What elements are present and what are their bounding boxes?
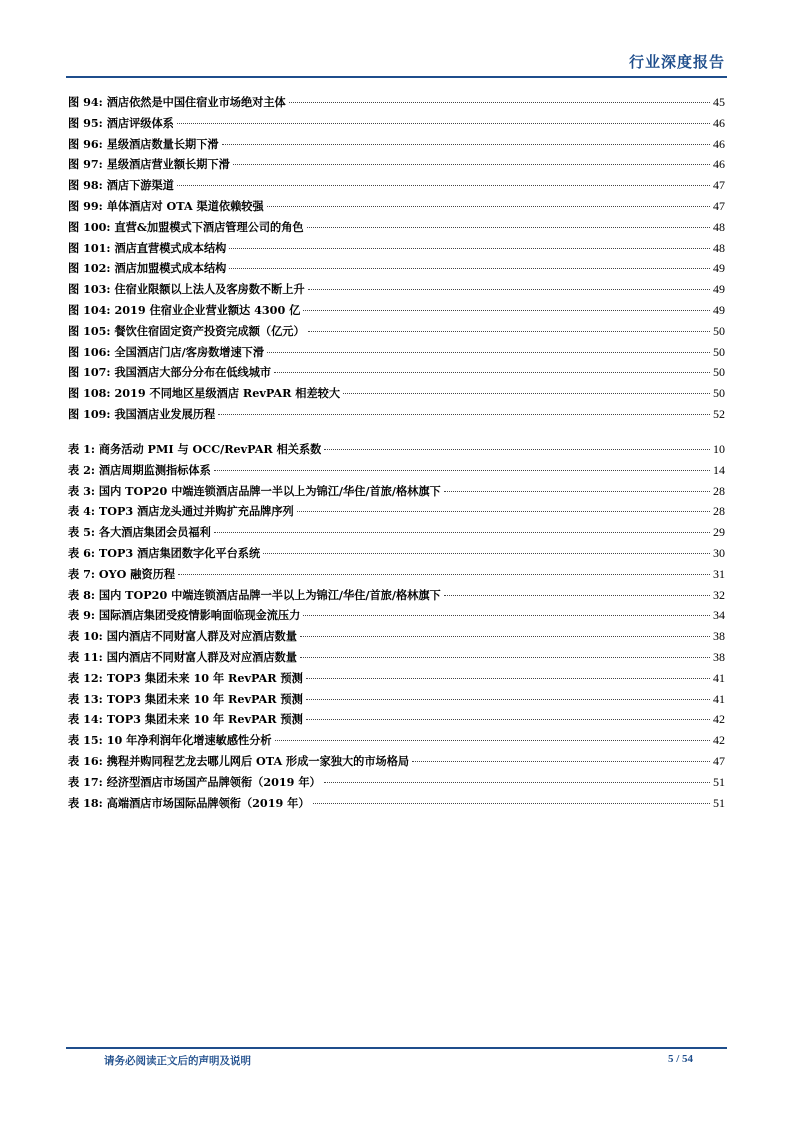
table-entry[interactable] (68, 566, 725, 587)
figure-entry[interactable] (68, 240, 725, 261)
table-label: 表 7: (68, 566, 95, 581)
figure-page-number: 46 (713, 157, 725, 172)
table-label: 表 16: (68, 753, 103, 768)
dot-leader (275, 740, 710, 741)
table-page-number: 47 (713, 753, 725, 768)
table-label: 表 6: (68, 545, 95, 560)
figure-entry[interactable] (68, 156, 725, 177)
table-label: 表 8: (68, 587, 95, 602)
footer-divider (66, 1047, 727, 1049)
figure-title: 我国酒店大部分分布在低线城市 (114, 365, 272, 380)
table-entry[interactable] (68, 503, 725, 524)
figure-list (68, 94, 725, 427)
table-label: 表 18: (68, 795, 103, 810)
dot-leader (263, 553, 710, 554)
table-title: TOP3 酒店龙头通过并购扩充品牌序列 (98, 504, 294, 519)
dot-leader (229, 248, 710, 249)
figure-title: 星级酒店营业额长期下滑 (106, 157, 230, 172)
dot-leader (308, 289, 710, 290)
figure-page-number: 50 (713, 386, 725, 401)
figure-title: 餐饮住宿固定资产投资完成额（亿元） (114, 323, 305, 338)
table-page-number: 41 (713, 670, 725, 685)
figure-label: 图 102: (68, 261, 111, 276)
figure-label: 图 104: (68, 302, 111, 317)
figure-page-number: 50 (713, 344, 725, 359)
figure-label: 图 107: (68, 365, 111, 380)
table-label: 表 9: (68, 608, 95, 623)
dot-leader (303, 615, 710, 616)
table-label: 表 5: (68, 525, 95, 540)
figure-entry[interactable] (68, 323, 725, 344)
table-entry[interactable] (68, 753, 725, 774)
table-page-number: 41 (713, 691, 725, 706)
table-page-number: 34 (713, 608, 725, 623)
figure-page-number: 48 (713, 240, 725, 255)
dot-leader (306, 699, 710, 700)
dot-leader (297, 511, 710, 512)
table-entry[interactable] (68, 483, 725, 504)
figure-label: 图 101: (68, 240, 111, 255)
dot-leader (177, 185, 710, 186)
figure-title: 全国酒店门店/客房数增速下滑 (114, 344, 265, 359)
dot-leader (306, 678, 710, 679)
table-label: 表 2: (68, 462, 95, 477)
figure-title: 星级酒店数量长期下滑 (106, 136, 219, 151)
table-page-number: 14 (713, 462, 725, 477)
table-label: 表 15: (68, 733, 103, 748)
table-title: 经济型酒店市场国产品牌领衔（2019 年） (106, 774, 321, 789)
dot-leader (214, 470, 710, 471)
table-entry[interactable] (68, 607, 725, 628)
dot-leader (303, 310, 710, 311)
table-entry[interactable] (68, 795, 725, 816)
table-page-number: 51 (713, 774, 725, 789)
figure-page-number: 47 (713, 198, 725, 213)
dot-leader (324, 782, 710, 783)
table-label: 表 4: (68, 504, 95, 519)
table-title: TOP3 集团未来 10 年 RevPAR 预测 (106, 712, 303, 727)
figure-label: 图 108: (68, 386, 111, 401)
table-title: 酒店周期监测指标体系 (98, 462, 211, 477)
table-title: 国际酒店集团受疫情影响面临现金流压力 (98, 608, 301, 623)
table-label: 表 10: (68, 629, 103, 644)
table-title: TOP3 酒店集团数字化平台系统 (98, 545, 261, 560)
figure-page-number: 50 (713, 365, 725, 380)
figure-title: 直营&加盟模式下酒店管理公司的角色 (114, 219, 304, 234)
dot-leader (444, 595, 710, 596)
figure-entry[interactable] (68, 364, 725, 385)
figure-page-number: 50 (713, 323, 725, 338)
figure-page-number: 49 (713, 302, 725, 317)
table-title: TOP3 集团未来 10 年 RevPAR 预测 (106, 691, 303, 706)
figure-page-number: 46 (713, 136, 725, 151)
table-title: 商务活动 PMI 与 OCC/RevPAR 相关系数 (98, 442, 322, 456)
table-entry[interactable] (68, 628, 725, 649)
page-number: 5 / 54 (667, 1053, 693, 1065)
figure-entry[interactable] (68, 406, 725, 427)
figure-label: 图 99: (68, 198, 103, 213)
figure-entry[interactable] (68, 136, 725, 157)
figure-title: 住宿业限额以上法人及客房数不断上升 (114, 282, 305, 297)
figure-label: 图 98: (68, 178, 103, 193)
table-entry[interactable] (68, 711, 725, 732)
dot-leader (178, 574, 710, 575)
figure-title: 酒店直营模式成本结构 (114, 240, 227, 255)
dot-leader (306, 719, 710, 720)
figure-title: 酒店下游渠道 (106, 178, 174, 193)
figure-label: 图 106: (68, 344, 111, 359)
dot-leader (222, 144, 710, 145)
table-entry[interactable] (68, 462, 725, 483)
dot-leader (233, 164, 710, 165)
figure-label: 图 100: (68, 219, 111, 234)
figure-page-number: 52 (713, 406, 725, 421)
header-divider (66, 76, 727, 78)
dot-leader (218, 414, 710, 415)
dot-leader (308, 331, 710, 332)
figure-label: 图 105: (68, 323, 111, 338)
table-page-number: 31 (713, 566, 725, 581)
dot-leader (307, 227, 710, 228)
table-page-number: 32 (713, 587, 725, 602)
report-type-title: 行业深度报告 (628, 53, 725, 71)
figure-entry[interactable] (68, 385, 725, 406)
dot-leader (412, 761, 710, 762)
table-title: 10 年净利润年化增速敏感性分析 (106, 733, 272, 748)
dot-leader (343, 393, 710, 394)
figure-entry[interactable] (68, 302, 725, 323)
table-entry[interactable] (68, 441, 725, 462)
table-page-number: 38 (713, 649, 725, 664)
table-title: 高端酒店市场国际品牌领衔（2019 年） (106, 795, 310, 810)
table-title: TOP3 集团未来 10 年 RevPAR 预测 (106, 670, 303, 685)
dot-leader (267, 206, 710, 207)
dot-leader (300, 657, 710, 658)
figure-entry[interactable] (68, 260, 725, 281)
dot-leader (214, 532, 710, 533)
dot-leader (300, 636, 710, 637)
figure-page-number: 49 (713, 261, 725, 276)
dot-leader (444, 491, 710, 492)
figure-label: 图 96: (68, 136, 103, 151)
figure-page-number: 45 (713, 95, 725, 109)
table-page-number: 42 (713, 712, 725, 727)
dot-leader (274, 372, 710, 373)
dot-leader (324, 449, 710, 450)
table-page-number: 28 (713, 483, 725, 498)
figure-entry[interactable] (68, 344, 725, 365)
figure-entry[interactable] (68, 115, 725, 136)
figure-title: 酒店加盟模式成本结构 (114, 261, 227, 276)
table-page-number: 10 (713, 442, 725, 456)
dot-leader (267, 352, 710, 353)
figure-title: 2019 住宿业企业营业额达 4300 亿 (114, 302, 301, 317)
table-entry[interactable] (68, 545, 725, 566)
dot-leader (313, 803, 710, 804)
table-label: 表 13: (68, 691, 103, 706)
table-page-number: 30 (713, 545, 725, 560)
dot-leader (229, 268, 710, 269)
table-entry[interactable] (68, 732, 725, 753)
figure-title: 单体酒店对 OTA 渠道依赖较强 (106, 198, 264, 213)
table-entry[interactable] (68, 691, 725, 712)
figure-title: 2019 不同地区星级酒店 RevPAR 相差较大 (114, 386, 341, 401)
table-title: 各大酒店集团会员福利 (98, 525, 211, 540)
figure-page-number: 46 (713, 115, 725, 130)
figure-title: 我国酒店业发展历程 (114, 406, 216, 421)
footer-disclaimer[interactable]: 请务必阅读正文后的声明及说明 (104, 1055, 251, 1067)
figure-label: 图 103: (68, 282, 111, 297)
table-entry[interactable] (68, 524, 725, 545)
figure-page-number: 47 (713, 178, 725, 193)
table-page-number: 38 (713, 629, 725, 644)
table-list (68, 441, 725, 815)
table-label: 表 11: (68, 649, 103, 664)
table-label: 表 1: (68, 442, 95, 456)
figure-label: 图 109: (68, 406, 111, 421)
figure-label: 图 97: (68, 157, 103, 172)
figure-title: 酒店依然是中国住宿业市场绝对主体 (106, 95, 286, 109)
table-label: 表 17: (68, 774, 103, 789)
table-title: 国内 TOP20 中端连锁酒店品牌一半以上为锦江/华住/首旅/格林旗下 (98, 587, 441, 602)
table-title: 国内 TOP20 中端连锁酒店品牌一半以上为锦江/华住/首旅/格林旗下 (98, 483, 441, 498)
figure-entry[interactable] (68, 177, 725, 198)
dot-leader (177, 123, 710, 124)
figure-page-number: 49 (713, 282, 725, 297)
table-page-number: 29 (713, 525, 725, 540)
figure-label: 图 94: (68, 95, 103, 109)
table-title: 国内酒店不同财富人群及对应酒店数量 (106, 649, 297, 664)
figure-entry[interactable] (68, 219, 725, 240)
figure-entry[interactable] (68, 281, 725, 302)
table-page-number: 42 (713, 733, 725, 748)
table-entry[interactable] (68, 587, 725, 608)
table-entry[interactable] (68, 774, 725, 795)
table-title: OYO 融资历程 (98, 566, 176, 581)
table-entry[interactable] (68, 670, 725, 691)
figure-label: 图 95: (68, 115, 103, 130)
table-label: 表 12: (68, 670, 103, 685)
table-title: 国内酒店不同财富人群及对应酒店数量 (106, 629, 297, 644)
table-label: 表 14: (68, 712, 103, 727)
figure-entry[interactable] (68, 198, 725, 219)
figure-title: 酒店评级体系 (106, 115, 174, 130)
figure-entry[interactable] (68, 94, 725, 115)
table-page-number: 28 (713, 504, 725, 519)
table-title: 携程并购同程艺龙去哪儿网后 OTA 形成一家独大的市场格局 (106, 753, 410, 768)
table-page-number: 51 (713, 795, 725, 810)
dot-leader (289, 102, 710, 103)
table-entry[interactable] (68, 649, 725, 670)
table-label: 表 3: (68, 483, 95, 498)
figure-page-number: 48 (713, 219, 725, 234)
